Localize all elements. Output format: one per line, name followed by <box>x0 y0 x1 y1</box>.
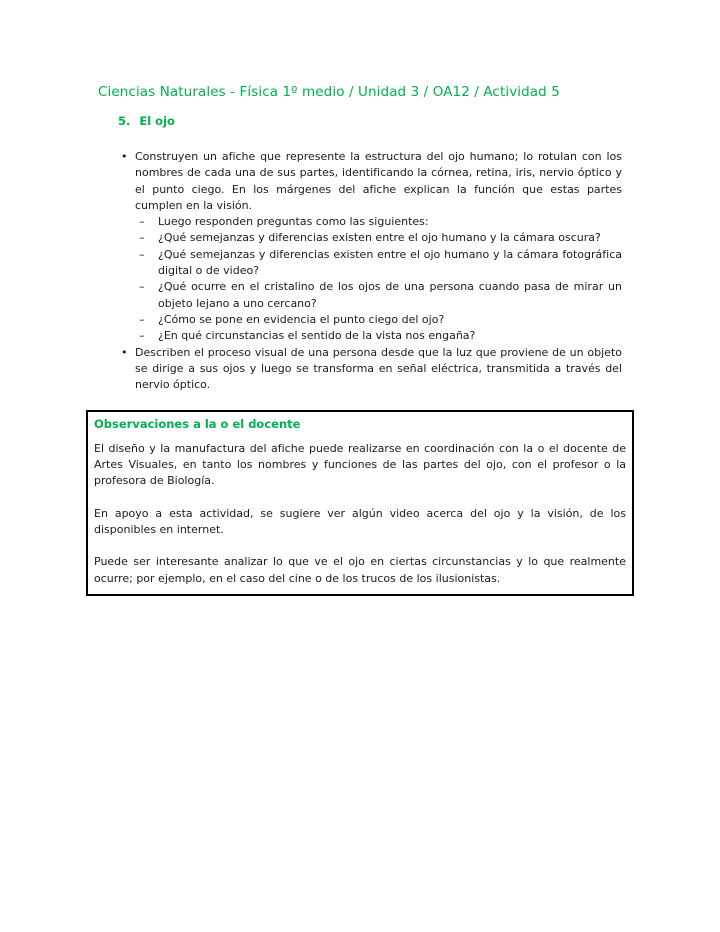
question-item: – ¿Qué semejanzas y diferencias existen entre el ojo humano y la cámara oscura? <box>135 230 622 246</box>
observations-heading: Observaciones a la o el docente <box>94 417 301 432</box>
observations-paragraph: El diseño y la manufactura del afiche puede realizarse en coordinación con la o el docente de Artes Visuales, en tanto los nombres y funciones de las partes del ojo, con el profesor o la profesora de Biología. <box>94 441 626 488</box>
question-item: – ¿Qué semejanzas y diferencias existen entre el ojo humano y la cámara fotográfica digital o de video? <box>135 247 622 280</box>
question-item: – ¿En qué circunstancias el sentido de la vista nos engaña? <box>135 328 622 344</box>
observations-box <box>86 410 634 595</box>
section-label: El ojo <box>139 114 175 128</box>
question-item: – ¿Qué ocurre en el cristalino de los ojos de una persona cuando pasa de mirar un objeto lejano a uno cercano? <box>135 279 622 312</box>
observations-paragraph: En apoyo a esta actividad, se sugiere ver algún video acerca del ojo y la visión, de los disponibles en internet. <box>94 506 626 536</box>
section-number: 5. <box>118 114 131 128</box>
activity-bullet <box>120 345 622 394</box>
question-item: – Luego responden preguntas como las siguientes: <box>135 214 622 230</box>
observations-paragraph: Puede ser interesante analizar lo que ve el ojo en ciertas circunstancias y lo que realmente ocurre; por ejemplo, en el caso del cine o de los trucos de los ilusionistas. <box>94 555 626 585</box>
question-item: – ¿Cómo se pone en evidencia el punto ciego del ojo? <box>135 312 622 328</box>
activity-bullet-text: • Describen el proceso visual de una persona desde que la luz que proviene de un objeto se dirige a sus ojos y luego se transforma en señal eléctrica, transmitida a través del nervio óptico. <box>135 345 622 392</box>
activity-bullet-text: • Construyen un afiche que represente la estructura del ojo humano; lo rotulan con los nombres de cada una de sus partes, identificando la córnea, retina, iris, nervio óptico y el punto ciego. En los márgenes del afiche explican la función que estas partes cumplen en la visión. <box>135 150 622 212</box>
activity-bullet <box>120 149 622 345</box>
question-list <box>135 214 622 344</box>
activity-list <box>120 149 622 393</box>
section-heading <box>118 114 720 128</box>
page-title: Ciencias Naturales - Física 1º medio / Unidad 3 / OA12 / Actividad 5 <box>98 84 560 100</box>
